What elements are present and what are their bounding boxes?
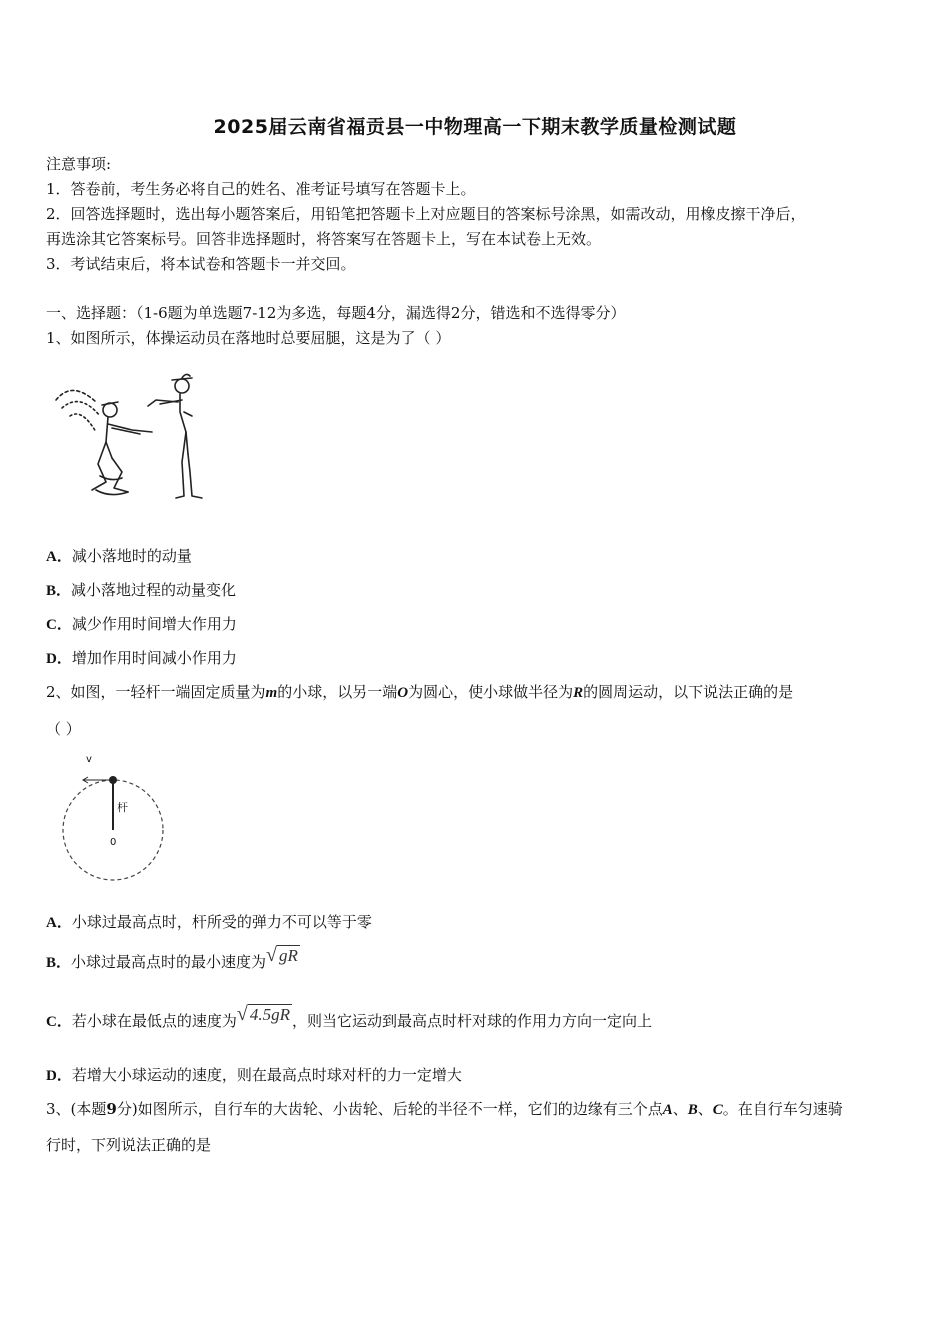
q1-stem: 1、如图所示，体操运动员在落地时总要屈腿，这是为了（ ） <box>46 329 451 347</box>
q2-answer-paren: （ ） <box>46 720 81 738</box>
option-text: 小球过最高点时的最小速度为 <box>71 953 267 971</box>
option-letter: C． <box>46 617 72 633</box>
stem-text: 分) <box>116 1100 138 1118</box>
stem-text: 2、如图，一轻杆一端固定质量为 <box>46 683 266 701</box>
point-c: C <box>712 1102 723 1118</box>
var-o: O <box>397 685 409 701</box>
point-a: A <box>662 1102 673 1118</box>
stem-text: 3、(本题 <box>46 1100 107 1118</box>
sqrt-radicand: gR <box>279 946 298 965</box>
option-text: 增加作用时间减小作用力 <box>71 649 237 667</box>
var-m: m <box>265 685 278 701</box>
q2-option-c <box>46 1003 652 1032</box>
sqrt-expression: √ 4.5gR <box>236 1003 290 1025</box>
velocity-label: v <box>86 754 92 765</box>
separator: 、 <box>697 1100 713 1118</box>
option-text: 小球过最高点时，杆所受的弹力不可以等于零 <box>71 913 372 931</box>
option-text: 减少作用时间增大作用力 <box>71 615 237 633</box>
var-r: R <box>573 685 584 701</box>
option-letter: D． <box>46 651 72 667</box>
stem-text: 的小球，以另一端 <box>277 683 398 701</box>
section-heading: 一、选择题：（1-6题为单选题7-12为多选，每题4分，漏选得2分，错选和不选得零分） <box>46 304 626 322</box>
center-label: 0 <box>110 837 117 848</box>
notice-heading: 注意事项: <box>46 155 112 173</box>
option-letter: A． <box>46 549 72 565</box>
option-letter: A． <box>46 915 72 931</box>
q1-option-a <box>46 545 192 566</box>
notice-item-2-continued: 再选涂其它答案标号。回答非选择题时，将答案写在答题卡上，写在本试卷上无效。 <box>46 230 602 248</box>
q2-stem <box>46 681 793 702</box>
gymnast-figure <box>52 372 222 504</box>
option-text: 减小落地时的动量 <box>71 547 192 565</box>
option-letter: B． <box>46 955 72 971</box>
separator: 、 <box>672 1100 688 1118</box>
q2-option-b <box>46 944 300 973</box>
option-letter: B． <box>46 583 72 599</box>
option-text: 若增大小球运动的速度，则在最高点时球对杆的力一定增大 <box>71 1066 462 1084</box>
q2-option-a <box>46 911 372 932</box>
q1-option-b <box>46 579 236 600</box>
circular-motion-figure <box>58 752 178 892</box>
option-text: 减小落地过程的动量变化 <box>71 581 237 599</box>
option-letter: D． <box>46 1068 72 1084</box>
notice-item-1: 1．答卷前，考生务必将自己的姓名、准考证号填写在答题卡上。 <box>46 180 476 198</box>
notice-item-3: 3．考试结束后，将本试卷和答题卡一并交回。 <box>46 255 356 273</box>
score-value: 9 <box>106 1100 117 1118</box>
notice-item-2: 2．回答选择题时，选出每小题答案后，用铅笔把答题卡上对应题目的答案标号涂黑，如需改动，用橡皮擦干净后， <box>46 205 806 223</box>
stem-text: 为圆心，使小球做半径为 <box>408 683 574 701</box>
point-b: B <box>687 1102 698 1118</box>
q1-option-c <box>46 613 237 634</box>
q2-option-d <box>46 1064 462 1085</box>
sqrt-radicand: 4.5gR <box>249 1005 290 1024</box>
option-text: 若小球在最低点的速度为 <box>71 1012 237 1030</box>
option-text: ，则当它运动到最高点时杆对球的作用力方向一定向上 <box>291 1012 652 1030</box>
sqrt-expression: √ gR <box>266 944 298 966</box>
page-title: 2025届云南省福贡县一中物理高一下期末教学质量检测试题 <box>213 116 737 138</box>
stem-text: 如图所示，自行车的大齿轮、小齿轮、后轮的半径不一样，它们的边缘有三个点 <box>137 1100 663 1118</box>
stem-text: 。在自行车匀速骑 <box>722 1100 843 1118</box>
q3-stem <box>46 1098 843 1119</box>
rod-label: 杆 <box>117 801 128 814</box>
option-letter: C． <box>46 1014 72 1030</box>
q1-option-d <box>46 647 237 668</box>
stem-text: 的圆周运动，以下说法正确的是 <box>583 683 794 701</box>
q3-stem-line2: 行时，下列说法正确的是 <box>46 1136 212 1154</box>
